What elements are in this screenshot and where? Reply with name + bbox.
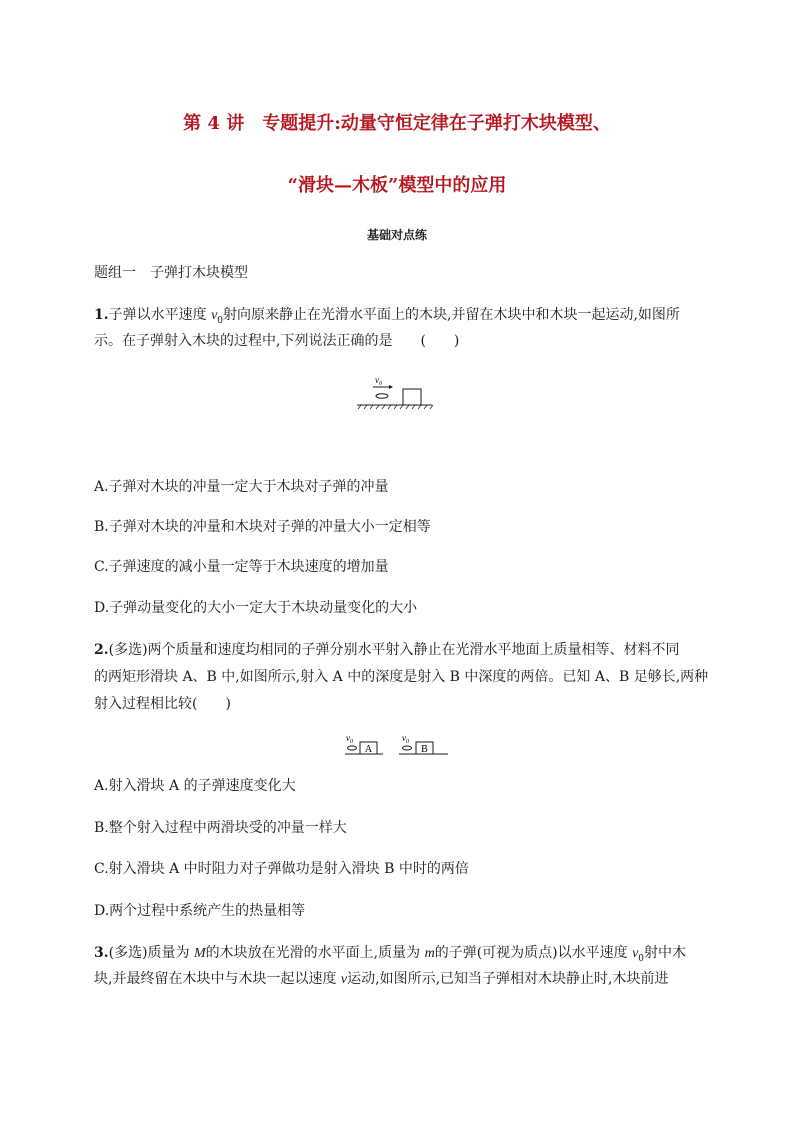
page-title-line-2: “滑块—木板”模型中的应用 <box>287 175 507 196</box>
figure-bullet-block <box>355 372 435 412</box>
svg-text:v0: $v_0$ <box>346 733 353 745</box>
q2-option-c: C.射入滑块 A 中时阻力对子弹做功是射入滑块 B 中时的两倍 <box>94 861 469 877</box>
section-heading: 基础对点练 <box>366 228 427 242</box>
question-2-stem-line-1: 2.(多选)两个质量和速度均相同的子弹分别水平射入静止在光滑水平地面上质量相等、材料不同 <box>94 642 680 658</box>
q1-option-c: C.子弹速度的减小量一定等于木块速度的增加量 <box>94 559 389 575</box>
question-1-stem-line-1: 1.子弹以水平速度 $v_0$射向原来静止在光滑水平面上的木块,并留在木块中和木块一起运动,如图所 <box>94 307 680 326</box>
block-a-label: A <box>364 744 373 755</box>
question-2-stem-line-3: 射入过程相比较( ) <box>94 696 231 712</box>
q2-option-a: A.射入滑块 A 的子弹速度变化大 <box>94 778 296 794</box>
question-3-stem-line-1: 3.(多选)质量为 M的木块放在光滑的水平面上,质量为 m的子弹(可视为质点)以水平速度 $v_0$射中木 <box>94 945 687 964</box>
velocity-symbol: v <box>211 308 218 323</box>
question-number: 2. <box>94 642 109 658</box>
question-1-stem-line-2: 示。在子弹射入木块的过程中,下列说法正确的是 ( ) <box>94 333 460 349</box>
q1-option-d: D.子弹动量变化的大小一定大于木块动量变化的大小 <box>94 600 418 616</box>
question-number: 3. <box>94 945 109 961</box>
page-title-line-1: 第 4 讲 专题提升:动量守恒定律在子弹打木块模型、 <box>183 113 611 134</box>
block-b-label: B <box>421 744 428 755</box>
wood-block-shape <box>403 389 421 405</box>
svg-text:v0: $v_0$ <box>402 733 409 745</box>
q1-option-a: A.子弹对木块的冲量一定大于木块对子弹的冲量 <box>94 479 389 495</box>
question-2-stem-line-2: 的两矩形滑块 A、B 中,如图所示,射入 A 中的深度是射入 B 中深度的两倍。已知 A、B 足够长,两种 <box>94 669 709 685</box>
question-number: 1. <box>94 307 109 323</box>
figure-velocity-label: $v_0$ <box>375 375 382 387</box>
bullet-shape <box>376 394 388 399</box>
q2-option-d: D.两个过程中系统产生的热量相等 <box>94 903 306 919</box>
question-3-stem-line-2: 块,并最终留在木块中与木块一起以速度 v运动,如图所示,已知当子弹相对木块静止时,木块前进 <box>94 971 669 987</box>
figure-two-blocks <box>343 731 451 759</box>
q1-option-b: B.子弹对木块的冲量和木块对子弹的冲量大小一定相等 <box>94 519 431 535</box>
q2-option-b: B.整个射入过程中两滑块受的冲量一样大 <box>94 820 347 836</box>
group-heading: 题组一 子弹打木块模型 <box>94 265 248 281</box>
